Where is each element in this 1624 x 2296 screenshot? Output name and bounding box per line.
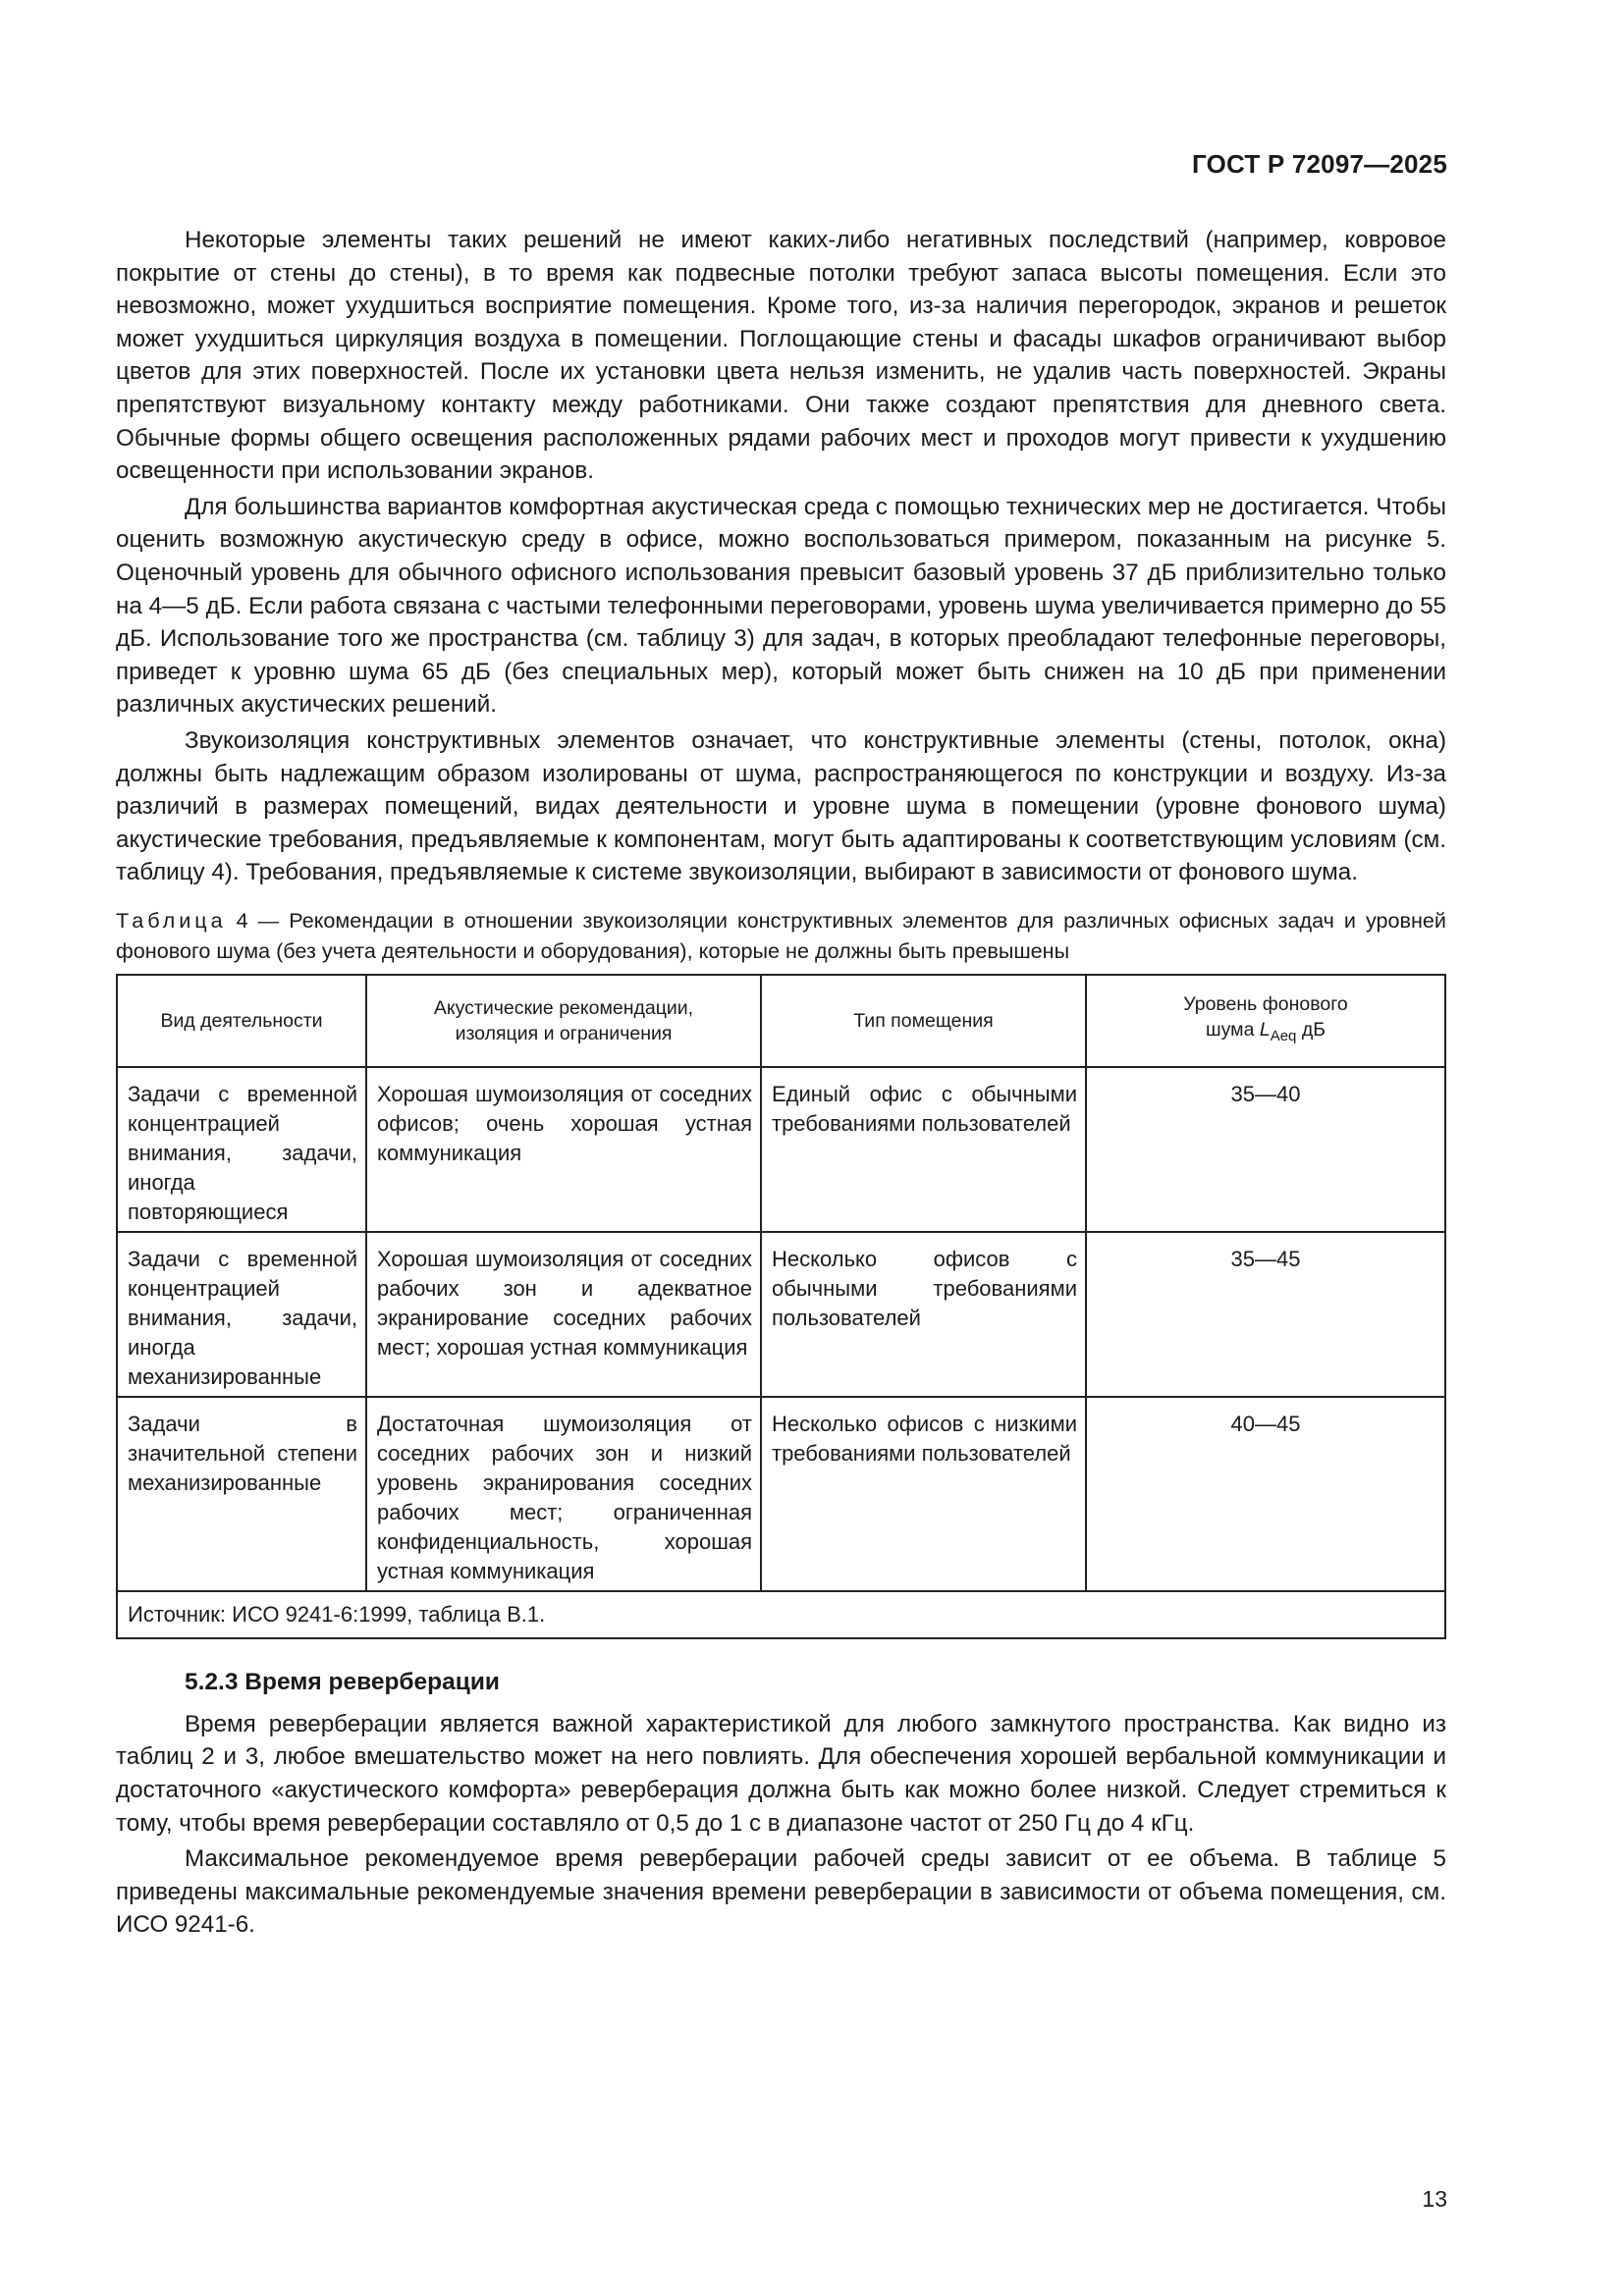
noise-symbol: L — [1259, 1019, 1271, 1041]
table-caption — [116, 905, 1446, 966]
table-header-row — [117, 975, 1445, 1067]
paragraph: Максимальное рекомендуемое время реверберации рабочей среды зависит от ее объема. В таблице 5 приведены максимальные рекомендуемые значения времени реверберации в зависимости от объема помещения, см. ИСО 9241-6. — [116, 1845, 1446, 1939]
header-noise-level: Уровень фонового шума $L_{Aeq}$ дБ — [1086, 975, 1445, 1067]
cell-acoustic: Достаточная шумоизоляция от соседних рабочих зон и низкий уровень экранирования соседних рабочих мест; ограниченная конфиденциальность, хорошая устная коммуникация — [366, 1397, 761, 1591]
table-4 — [116, 974, 1446, 1639]
noise-subscript: Aeq — [1270, 1028, 1297, 1045]
cell-noise-level: 40—45 — [1086, 1397, 1445, 1591]
page-body — [116, 224, 1446, 1945]
page-number: 13 — [1422, 2186, 1447, 2212]
cell-acoustic: Хорошая шумоизоляция от соседних офисов; очень хорошая устная коммуникация — [366, 1067, 761, 1232]
table-source: Источник: ИСО 9241-6:1999, таблица В.1. — [117, 1591, 1445, 1638]
cell-activity: Задачи с временной концентрацией внимания, задачи, иногда механизированные — [117, 1232, 366, 1397]
paragraph: Звукоизоляция конструктивных элементов означает, что конструктивные элементы (стены, потолок, окна) должны быть надлежащим образом изолированы от шума, распространяющегося по конструкции и воздуху. Из-за различий в размерах помещений, видах деятельности и уровне шума в помещении (уровне фонового шума) акустические требования, предъявляемые к компонентам, могут быть адаптированы к соответствующим условиям (см. таблицу 4). Требования, предъявляемые к системе звукоизоляции, выбирают в зависимости от фонового шума. — [116, 726, 1446, 886]
table-row — [117, 1067, 1445, 1232]
table-source-row — [117, 1591, 1445, 1638]
standard-header: ГОСТ Р 72097—2025 — [1192, 149, 1447, 179]
header-activity: Вид деятельности — [117, 975, 366, 1067]
table-caption-text: 4 — Рекомендации в отношении звукоизоляции конструктивных элементов для различных офисных задач и уровней фонового шума (без учета деятельности и оборудования), которые не должны быть превышены — [116, 907, 1446, 963]
cell-room-type: Единый офис с обычными требованиями пользователей — [761, 1067, 1086, 1232]
header-acoustic: Акустические рекомендации, изоляция и ограничения — [366, 975, 761, 1067]
cell-room-type: Несколько офисов с низкими требованиями пользователей — [761, 1397, 1086, 1591]
paragraph: Время реверберации является важной характеристикой для любого замкнутого пространства. Как видно из таблиц 2 и 3, любое вмешательство может на него повлиять. Для обеспечения хорошей вербальной коммуникации и достаточного «акустического комфорта» реверберация должна быть как можно более низкой. Следует стремиться к тому, чтобы время реверберации составляло от 0,5 до 1 с в диапазоне частот от 250 Гц до 4 кГц. — [116, 1710, 1446, 1837]
cell-activity: Задачи в значительной степени механизированные — [117, 1397, 366, 1591]
header-room-type: Тип помещения — [761, 975, 1086, 1067]
cell-noise-level: 35—40 — [1086, 1067, 1445, 1232]
paragraph: Для большинства вариантов комфортная акустическая среда с помощью технических мер не достигается. Чтобы оценить возможную акустическую среду в офисе, можно воспользоваться примером, показанным на рисунке 5. Оценочный уровень для обычного офисного использования превысит базовый уровень 37 дБ приблизительно только на 4—5 дБ. Если работа связана с частыми телефонными переговорами, уровень шума увеличивается примерно до 55 дБ. Использование того же пространства (см. таблицу 3) для задач, в которых преобладают телефонные переговоры, приведет к уровню шума 65 дБ (без специальных мер), который может быть снижен на 10 дБ при применении различных акустических решений. — [116, 493, 1446, 719]
cell-activity: Задачи с временной концентрацией внимания, задачи, иногда повторяющиеся — [117, 1067, 366, 1232]
cell-acoustic: Хорошая шумоизоляция от соседних рабочих зон и адекватное экранирование соседних рабочих мест; хорошая устная коммуникация — [366, 1232, 761, 1397]
table-row — [117, 1232, 1445, 1397]
table-row — [117, 1397, 1445, 1591]
paragraph: Некоторые элементы таких решений не имеют каких-либо негативных последствий (например, ковровое покрытие от стены до стены), в то время как подвесные потолки требуют запаса высоты помещения. Если это невозможно, может ухудшиться восприятие помещения. Кроме того, из-за наличия перегородок, экранов и решеток может ухудшиться циркуляция воздуха в помещении. Поглощающие стены и фасады шкафов ограничивают выбор цветов для этих поверхностей. После их установки цвета нельзя изменить, не удалив часть поверхностей. Экраны препятствуют визуальному контакту между работниками. Они также создают препятствия для дневного света. Обычные формы общего освещения расположенных рядами рабочих мест и проходов могут привести к ухудшению освещенности при использовании экранов. — [116, 227, 1446, 485]
cell-noise-level: 35—45 — [1086, 1232, 1445, 1397]
cell-room-type: Несколько офисов с обычными требованиями пользователей — [761, 1232, 1086, 1397]
section-title: 5.2.3 Время реверберации — [185, 1668, 500, 1695]
table-caption-label: Таблица — [116, 907, 227, 933]
